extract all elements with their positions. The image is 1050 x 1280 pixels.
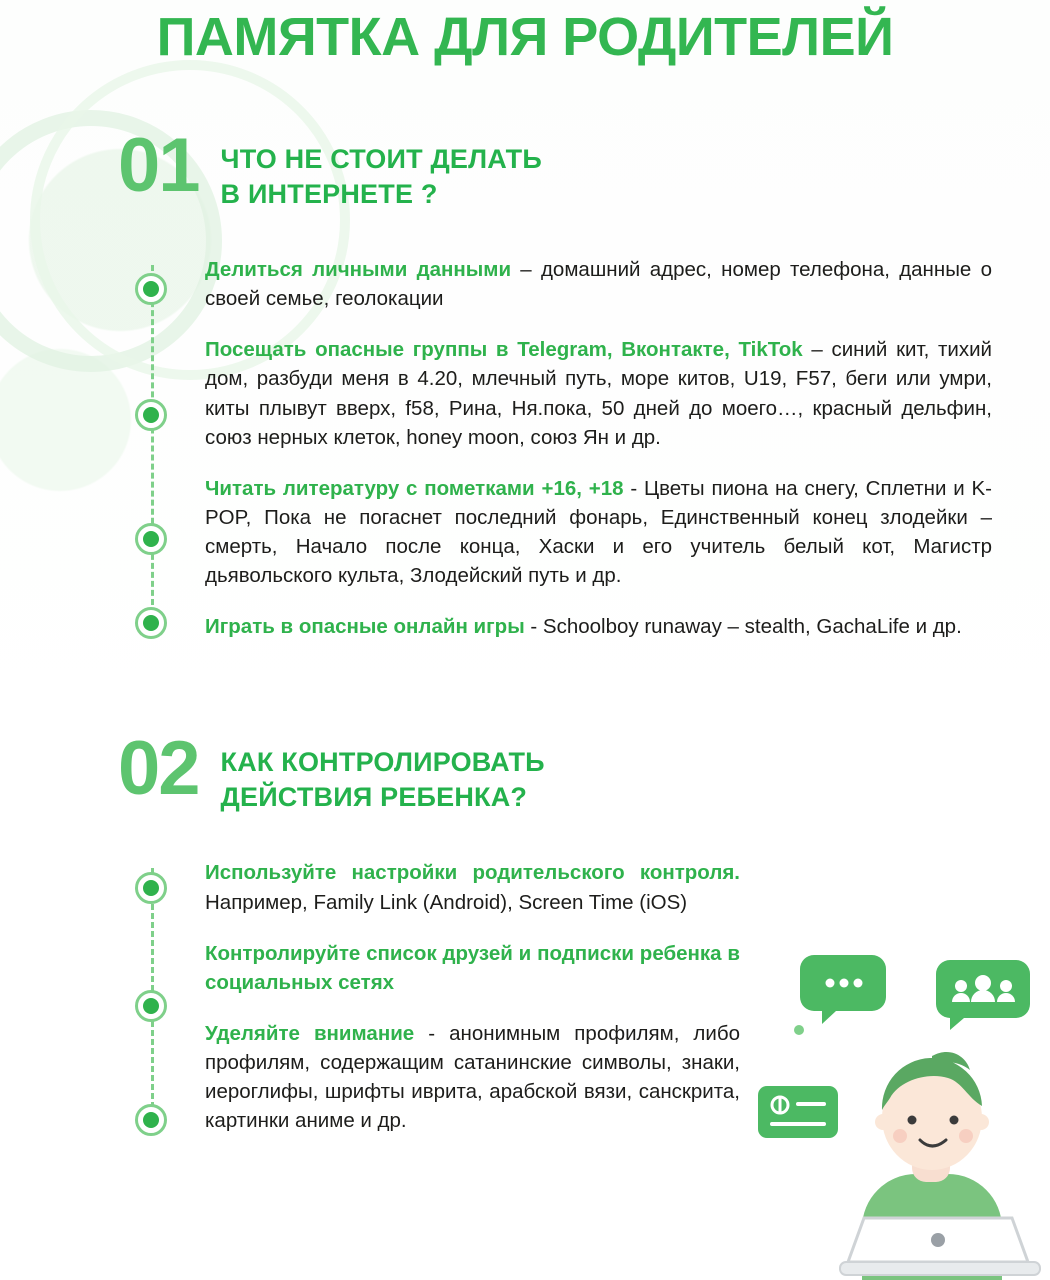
list-item-text: – синий кит, тихий дом, разбуди меня в 4.20, млечный путь, море китов, U19, F57, беги или умри, киты плывут вверх, f58, Рина, Ня.пока, 50 дней до моего…, красный дельфин, союз нерных клеток, honey moon, союз Ян и др. [205, 338, 992, 449]
list-item-text: - анонимным профилям, либо профилям, содержащим сатанинские символы, знаки, иероглифы, шрифты иврита, арабской вязи, санскрита, картинки аниме и др. [205, 1021, 740, 1133]
list-item [205, 1019, 740, 1135]
section-02-title-line1: КАК КОНТРОЛИРОВАТЬ [220, 747, 545, 778]
list-item-text: – домашний адрес, номер телефона, данные о своей семье, геолокации [205, 258, 992, 311]
section-02-items [0, 858, 1050, 1135]
section-02-number: 02 [118, 726, 199, 812]
list-item-lead: Контролируйте список друзей и подписки ребенка в социальных сетях [205, 941, 740, 994]
list-item-lead: Используйте настройки родительского контроля. [205, 861, 740, 885]
list-item-lead: Делиться личными данными [205, 258, 512, 282]
list-item-text: - Schoolboy runaway – stealth, GachaLife и др. [524, 615, 962, 639]
list-item [205, 335, 992, 451]
section-01-title [221, 130, 542, 211]
list-item-text: Например, Family Link (Android), Screen Time (iOS) [205, 890, 688, 914]
section-01-title-line1: ЧТО НЕ СТОИТ ДЕЛАТЬ [220, 144, 542, 174]
timeline-bullet [135, 872, 167, 904]
list-item [205, 939, 740, 997]
list-item-lead: Уделяйте внимание [205, 1021, 415, 1045]
timeline-bullet [135, 607, 167, 639]
section-01-title-line2: В ИНТЕРНЕТЕ ? [220, 178, 438, 209]
list-item-text: - Цветы пиона на снегу, Сплетни и K-POP, Пока не погаснет последний фонарь, Единственный конец злодейки – смерть, Начало после конца, Хаски и его учитель белый кот, Магистр дьявольского культа, Злодейский путь и др. [205, 476, 992, 588]
timeline-bullet [135, 273, 167, 305]
section-01 [0, 123, 1050, 641]
list-item [205, 612, 992, 641]
section-01-items [0, 255, 1050, 641]
list-item [205, 858, 740, 916]
timeline-bullet [135, 399, 167, 431]
list-item [205, 255, 992, 313]
timeline-bullet [135, 1104, 167, 1136]
section-01-number: 01 [118, 123, 199, 208]
section-02-header [0, 726, 1050, 814]
section-02-title-line2: ДЕЙСТВИЯ РЕБЕНКА? [220, 781, 528, 812]
list-item-lead: Посещать опасные группы в Telegram, Вконтакте, TikTok [205, 338, 803, 362]
section-02 [0, 726, 1050, 1135]
timeline-bullet [135, 990, 167, 1022]
timeline-rail [151, 265, 154, 623]
section-01-header [0, 123, 1050, 211]
timeline-bullet [135, 523, 167, 555]
section-02-title [221, 733, 545, 814]
list-item-lead: Читать литературу с пометками +16, +18 [205, 476, 624, 500]
list-item-lead: Играть в опасные онлайн игры [205, 615, 525, 639]
list-item [205, 474, 992, 590]
page-title: ПАМЯТКА ДЛЯ РОДИТЕЛЕЙ [156, 7, 894, 67]
